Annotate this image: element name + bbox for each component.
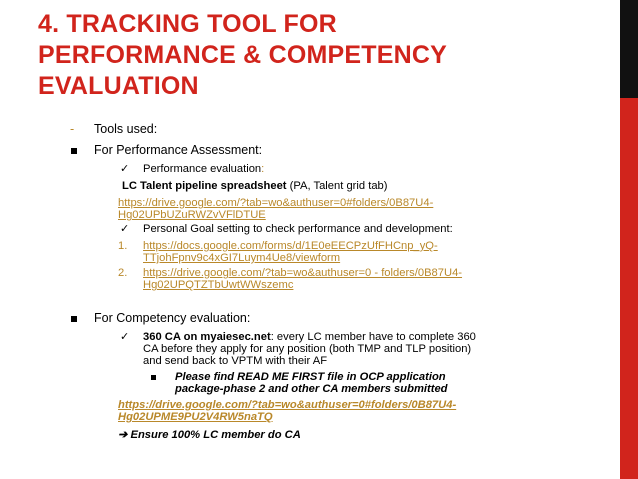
title-line-3: EVALUATION [38, 72, 199, 100]
checkmark-icon: ✓ [120, 331, 130, 343]
drive-link-2-line-2[interactable]: Hg02UPQTZTbUwtWWszemc [143, 279, 294, 291]
forms-link-line-1[interactable]: https://docs.google.com/forms/d/1E0eEECPzUfFHCnp_yQ- [143, 240, 438, 252]
performance-evaluation-item [143, 163, 264, 176]
performance-evaluation-colon: : [261, 163, 265, 175]
drive-link-1-line-2[interactable]: Hg02UPbUZuRWZvVFlDTUE [118, 209, 266, 221]
ca-item-line-1 [143, 331, 476, 344]
square-bullet-icon [151, 375, 156, 380]
title-line-2: PERFORMANCE & COMPETENCY [38, 41, 447, 69]
ca-item-line-3: and send back to VPTM with their AF [143, 355, 328, 367]
spreadsheet-line [122, 180, 388, 193]
checkmark-icon: ✓ [120, 223, 130, 235]
ensure-text: Ensure 100% LC member do CA [127, 429, 301, 441]
ensure-line [118, 429, 301, 442]
readme-line-2: package-phase 2 and other CA members submitted [175, 383, 448, 395]
competency-evaluation-heading: For Competency evaluation: [94, 311, 251, 325]
ca-item-line-2: CA before they apply for any position (both TMP and TLP position) [143, 343, 472, 355]
performance-assessment-heading: For Performance Assessment: [94, 143, 263, 157]
performance-evaluation-label: Performance evaluation [143, 163, 262, 175]
slide-title [38, 9, 613, 102]
drive-link-1-line-1[interactable]: https://drive.google.com/?tab=wo&authuser=0#folders/0B87U4- [118, 197, 434, 209]
title-line-1: 4. TRACKING TOOL FOR [38, 10, 337, 38]
ca-requirement: : every LC member have to complete 360 [270, 331, 476, 343]
readme-line-1: Please find READ ME FIRST file in OCP application [175, 371, 446, 383]
number-1: 1. [118, 240, 128, 252]
personal-goal-item: Personal Goal setting to check performance and development: [143, 223, 453, 235]
drive-link-2-line-1[interactable]: https://drive.google.com/?tab=wo&authuser=0 - folders/0B87U4- [143, 267, 463, 279]
dash-bullet: - [70, 122, 75, 136]
square-bullet-icon [71, 316, 77, 322]
spreadsheet-name: LC Talent pipeline spreadsheet [122, 180, 287, 192]
spreadsheet-tabs: (PA, Talent grid tab) [286, 180, 388, 192]
square-bullet-icon [71, 148, 77, 154]
drive-link-3-line-2[interactable]: Hg02UPME9PU2V4RW5naTQ [118, 411, 273, 423]
checkmark-icon: ✓ [120, 163, 130, 175]
forms-link-line-2[interactable]: TTjohFpnv9c4xGI7Luym4Ue8/viewform [143, 252, 341, 264]
drive-link-3-line-1[interactable]: https://drive.google.com/?tab=wo&authuser=0#folders/0B87U4- [118, 399, 457, 411]
ca-platform-name: 360 CA on myaiesec.net [143, 331, 271, 343]
number-2: 2. [118, 267, 128, 279]
arrow-right-icon: ➔ [118, 429, 128, 441]
decorative-bar-red [620, 98, 638, 479]
tools-used-label: Tools used: [94, 122, 158, 136]
decorative-bar-black [620, 0, 638, 98]
